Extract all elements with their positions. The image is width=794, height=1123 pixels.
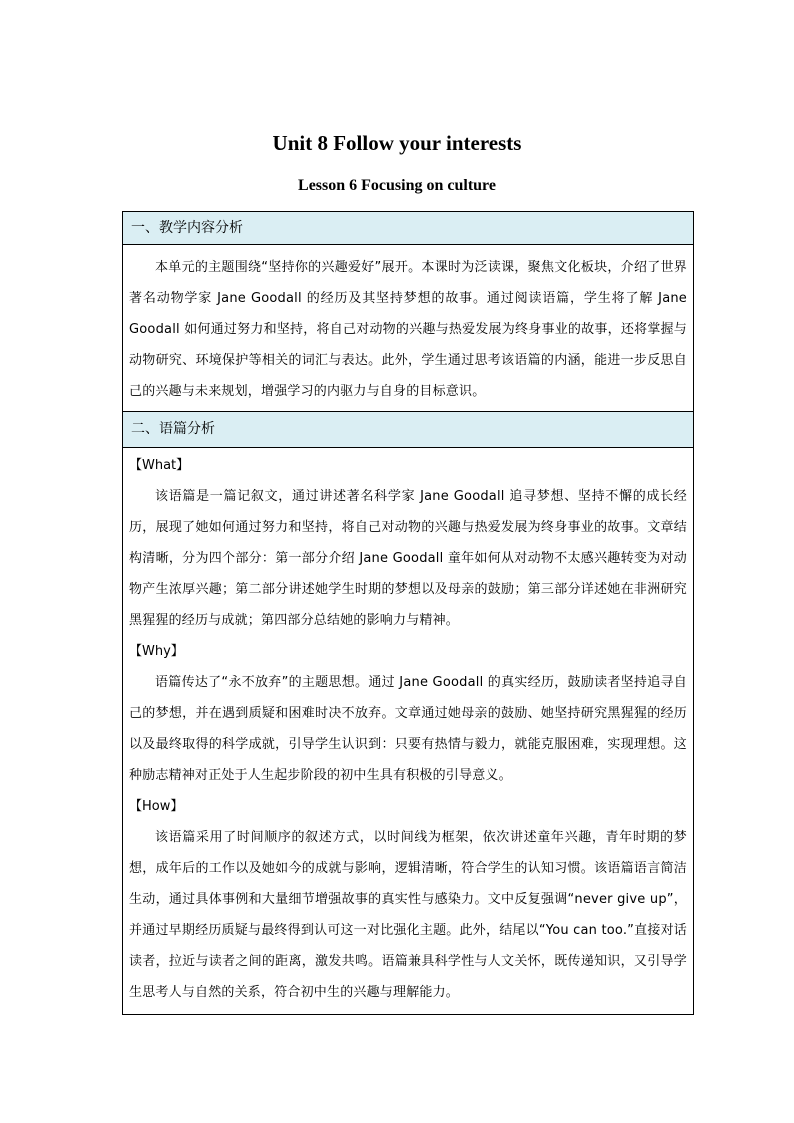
section-body-content-analysis: [123, 245, 693, 411]
how-paragraph: 该语篇采用了时间顺序的叙述方式，以时间线为框架，依次讲述童年兴趣，青年时期的梦想，成年后的工作以及她如今的成就与影响，逻辑清晰，符合学生的认知习惯。该语篇语言简洁生动，通过具体事例和大量细节增强故事的真实性与感染力。文中反复强调“never give up”，并通过早期经历质疑与最终得到认可这一对比强化主题。此外，结尾以“You can too.”直接对话读者，拉近与读者之间的距离，激发共鸣。语篇兼具科学性与人文关怀，既传递知识，又引导学生思考人与自然的关系，符合初中生的兴趣与理解能力。: [129, 830, 687, 1000]
what-tag: 【What】: [129, 458, 190, 473]
section-body-text-analysis: [123, 448, 693, 1014]
why-paragraph: 语篇传达了“永不放弃”的主题思想。通过 Jane Goodall 的真实经历，鼓励读者坚持追寻自己的梦想，并在遇到质疑和困难时决不放弃。文章通过她母亲的鼓励、她坚持研究黑猩猩的经历以及最终取得的科学成就，引导学生认识到：只要有热情与毅力，就能克服困难，实现理想。这种励志精神对正处于人生起步阶段的初中生具有积极的引导意义。: [129, 675, 687, 783]
content-analysis-paragraph: 本单元的主题围绕“坚持你的兴趣爱好”展开。本课时为泛读课，聚焦文化板块，介绍了世界著名动物学家 Jane Goodall 的经历及其坚持梦想的故事。通过阅读语篇，学生将了解 Jane Goodall 如何通过努力和坚持，将自己对动物的兴趣与热爱发展为终身事业的故事，还将掌握与动物研究、环境保护等相关的词汇与表达。此外，学生通过思考该语篇的内涵，能进一步反思自己的兴趣与未来规划，增强学习的内驱力与自身的目标意识。: [129, 260, 687, 399]
lesson-subtitle: Lesson 6 Focusing on culture: [298, 177, 496, 194]
how-tag: 【How】: [129, 799, 184, 814]
lesson-analysis-table: [122, 211, 694, 1015]
what-paragraph: 该语篇是一篇记叙文，通过讲述著名科学家 Jane Goodall 追寻梦想、坚持不懈的成长经历，展现了她如何通过努力和坚持，将自己对动物的兴趣与热爱发展为终身事业的故事。文章结构清晰，分为四个部分：第一部分介绍 Jane Goodall 童年如何从对动物不太感兴趣转变为对动物产生浓厚兴趣；第二部分讲述她学生时期的梦想以及母亲的鼓励；第三部分详述她在非洲研究黑猩猩的经历与成就；第四部分总结她的影响力与精神。: [129, 489, 687, 628]
section-heading-content-analysis: 一、教学内容分析: [123, 212, 693, 245]
why-tag: 【Why】: [129, 644, 184, 659]
document-title: Unit 8 Follow your interests: [272, 131, 522, 155]
section-heading-text-analysis: 二、语篇分析: [123, 411, 693, 448]
